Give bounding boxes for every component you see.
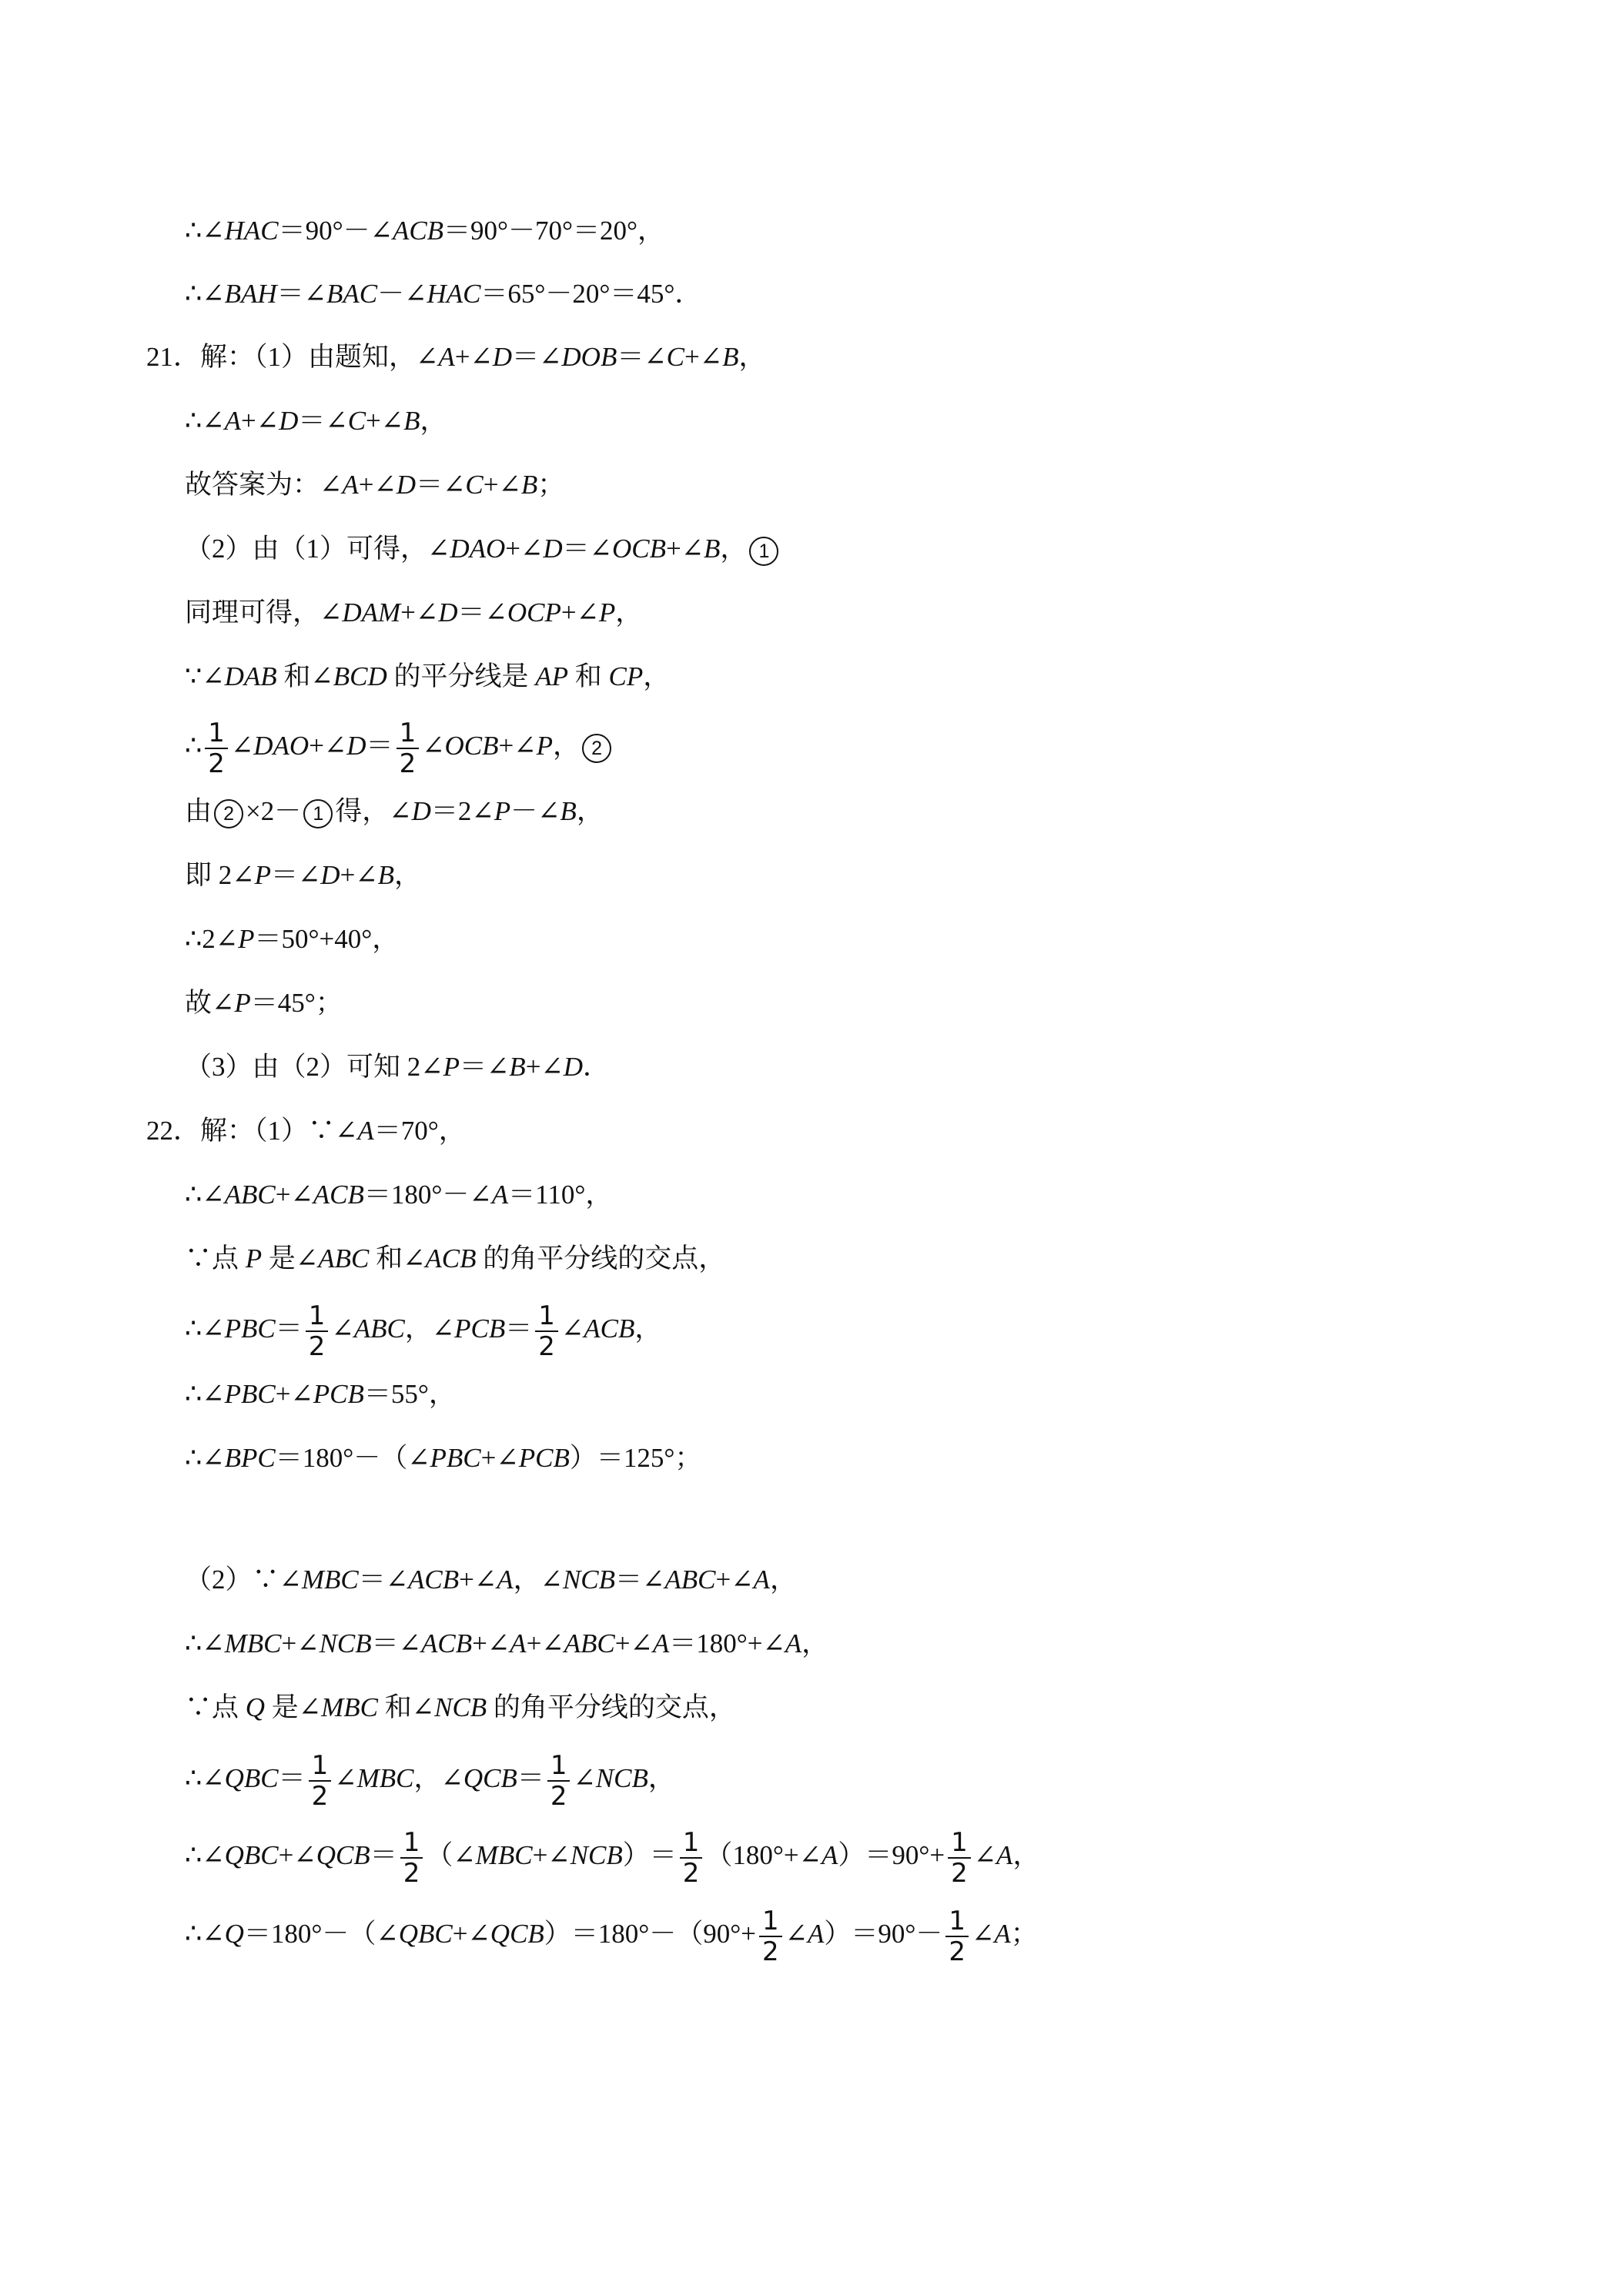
text-run: ∠ (561, 1314, 584, 1344)
text-run: ， (648, 1763, 675, 1794)
fraction-denominator: 2 (951, 1858, 968, 1889)
solution-line-fraction (185, 1750, 675, 1812)
text-run: +∠ (715, 1565, 754, 1595)
math-variable: P (238, 924, 255, 954)
math-variable: ACB (420, 1628, 473, 1658)
text-run: +∠ (241, 406, 279, 436)
text-run: ∴∠ (185, 216, 225, 246)
math-variable: DAO (253, 731, 310, 761)
text-run: ， (553, 731, 581, 761)
fraction (535, 1300, 558, 1362)
text-run: +∠ (665, 534, 704, 564)
text-run: ＝ (370, 1840, 397, 1871)
solution-line-22-2 (185, 1557, 797, 1603)
math-variable: DAM (342, 597, 401, 628)
text-run: +∠ (526, 1628, 564, 1658)
math-variable: QBC (398, 1919, 453, 1950)
math-variable: P (234, 988, 251, 1018)
text-run: +∠ (275, 1180, 313, 1210)
math-variable: A (808, 1919, 825, 1950)
text-run: ＝ (366, 731, 393, 761)
text-run: ， (643, 661, 671, 691)
text-run: ＝90°－70°＝20°， (443, 216, 665, 246)
text-run: ）＝ (622, 1840, 677, 1871)
text-run: ＝∠ (270, 860, 321, 890)
solution-line-21-2 (185, 526, 781, 572)
text-run: ∴∠ (185, 1919, 225, 1950)
math-variable: D (346, 731, 366, 761)
text-run: ＝180°－（∠ (275, 1443, 430, 1473)
solution-line-21-3 (185, 1044, 610, 1090)
fraction-numerator: 1 (535, 1303, 558, 1332)
solution-line (185, 1236, 725, 1282)
fraction-denominator: 2 (949, 1936, 966, 1967)
solution-line (185, 1685, 736, 1731)
math-variable: P (443, 1052, 460, 1082)
text-run: ＝∠ (298, 406, 348, 436)
text-run: 故答案为：∠ (185, 470, 343, 500)
math-variable: B (560, 796, 577, 826)
fraction-numerator: 1 (547, 1752, 571, 1782)
text-run: ∠ (230, 731, 254, 761)
text-run: ∠ (331, 1314, 354, 1344)
math-variable: C (465, 470, 484, 500)
math-variable: QCB (316, 1840, 370, 1871)
math-variable: QCB (490, 1919, 544, 1950)
math-variable: PCB (518, 1443, 570, 1473)
text-run: －∠ (377, 279, 427, 309)
text-run: +∠ (400, 597, 439, 628)
text-run: （180°+∠ (705, 1840, 822, 1871)
text-run: ＝ (275, 1314, 303, 1344)
math-variable: B (403, 406, 420, 436)
text-run: +∠ (614, 1628, 653, 1658)
text-run: ， (769, 1565, 797, 1595)
math-variable: D (563, 1052, 584, 1082)
math-variable: ABC (318, 1243, 370, 1274)
text-run: ， (720, 534, 748, 564)
text-run: +∠ (472, 1628, 510, 1658)
text-run: ∴∠ (185, 1379, 225, 1409)
math-variable: D (438, 597, 458, 628)
math-variable: OCP (507, 597, 561, 628)
fraction (948, 1827, 971, 1889)
circled-number: 2 (214, 799, 243, 828)
math-variable: DAO (450, 534, 506, 564)
text-run: ， (738, 342, 766, 372)
text-run: +∠ (366, 406, 404, 436)
text-run: ． (583, 1052, 611, 1082)
text-run: ∴∠ (185, 1443, 225, 1473)
math-variable: MBC (475, 1840, 533, 1871)
math-variable: A (497, 1565, 514, 1595)
math-variable: P (598, 597, 616, 628)
text-run: 是∠ (265, 1692, 322, 1722)
answer-line-22-1 (185, 1435, 701, 1481)
math-variable: NCB (434, 1692, 487, 1722)
text-run: ＝50°+40°， (254, 924, 400, 954)
text-run: ＝180°－（∠ (243, 1919, 399, 1950)
text-run: ， (801, 1628, 829, 1658)
math-variable: A (224, 406, 241, 436)
text-run: ∴ (185, 731, 202, 761)
fraction-numerator: 1 (306, 1303, 329, 1332)
text-run: 是∠ (262, 1243, 319, 1274)
text-run: ∠ (972, 1919, 995, 1950)
math-variable: P (494, 796, 511, 826)
math-variable: ABC (353, 1314, 405, 1344)
text-run: ＝90°－∠ (278, 216, 393, 246)
text-run: ∵∠ (185, 661, 225, 691)
text-run: ＝∠ (512, 342, 562, 372)
math-variable: PCB (454, 1314, 506, 1344)
text-run: ∵点 (185, 1243, 246, 1274)
math-variable: NCB (319, 1628, 372, 1658)
math-variable: P (536, 731, 553, 761)
text-run: 的角平分线的交点， (476, 1243, 726, 1274)
circled-number: 1 (749, 537, 778, 566)
text-run: ∠ (573, 1763, 596, 1794)
math-variable: P (245, 1243, 263, 1274)
math-variable: BAC (326, 279, 378, 309)
fraction-numerator: 1 (680, 1829, 703, 1859)
math-variable: CP (608, 661, 644, 691)
fraction-denominator: 2 (550, 1781, 567, 1812)
math-variable: NCB (562, 1565, 616, 1595)
solution-line-fraction (185, 1827, 1040, 1889)
text-run: ）＝90°+ (838, 1840, 945, 1871)
fraction-denominator: 2 (311, 1781, 329, 1812)
math-variable: A (996, 1840, 1013, 1871)
text-run: ）＝180°－（90°+ (544, 1919, 757, 1950)
math-variable: QCB (463, 1763, 517, 1794)
text-run: ， (420, 406, 447, 436)
fraction-numerator: 1 (309, 1752, 332, 1782)
text-run: +∠ (480, 1443, 519, 1473)
text-run: 和∠ (276, 661, 333, 691)
math-variable: A (994, 1919, 1011, 1950)
fraction-denominator: 2 (399, 748, 417, 779)
math-variable: ABC (224, 1180, 276, 1210)
answer-line-21-1 (185, 462, 564, 508)
math-variable: ACB (408, 1565, 460, 1595)
text-run: ， (634, 1314, 662, 1344)
text-run: ＝55°， (363, 1379, 456, 1409)
math-variable: B (377, 860, 395, 890)
math-variable: QBC (224, 1763, 279, 1794)
math-variable: Q (224, 1919, 244, 1950)
text-run: （3）由（2）可知 2∠ (185, 1052, 443, 1082)
text-run: +∠ (483, 470, 521, 500)
text-run: ＝ (517, 1763, 544, 1794)
solution-line (185, 916, 399, 962)
text-run: 21．解：（1）由题知，∠ (146, 342, 439, 372)
text-run: ＝∠ (276, 279, 326, 309)
text-run: ＝∠ (562, 534, 612, 564)
solution-line-fraction (185, 1300, 662, 1362)
math-variable: B (509, 1052, 526, 1082)
fraction (759, 1908, 782, 1965)
text-run: ∴∠ (185, 1628, 225, 1658)
text-run: +∠ (498, 731, 537, 761)
text-run: 即 2∠ (185, 860, 255, 890)
math-variable: DOB (561, 342, 617, 372)
text-run: +∠ (532, 1840, 571, 1871)
text-run: ＝∠ (358, 1565, 409, 1595)
text-run: ∠ (334, 1763, 357, 1794)
math-variable: B (520, 470, 538, 500)
question-21-heading (146, 334, 766, 380)
text-run: ； (1010, 1919, 1038, 1950)
math-variable: MBC (224, 1628, 282, 1658)
text-run: ∠ (973, 1840, 997, 1871)
fraction (309, 1750, 332, 1812)
math-variable: ACB (425, 1243, 477, 1274)
solution-line-angle-bah (185, 271, 701, 317)
math-variable: ACB (392, 216, 444, 246)
math-variable: BCD (333, 661, 387, 691)
math-variable: NCB (595, 1763, 648, 1794)
fraction-denominator: 2 (403, 1858, 420, 1889)
math-variable: B (704, 534, 721, 564)
text-run: 得，∠ (335, 796, 412, 826)
math-variable: D (279, 406, 299, 436)
fraction (397, 720, 420, 777)
fraction (547, 1750, 571, 1812)
math-variable: D (492, 342, 513, 372)
text-run: ＝45°； (250, 988, 343, 1018)
text-run: ＝ (505, 1314, 533, 1344)
fraction (400, 1827, 423, 1889)
math-variable: Q (245, 1692, 266, 1722)
math-variable: A (357, 1116, 374, 1146)
fraction (306, 1300, 329, 1362)
text-run: 和∠ (378, 1692, 435, 1722)
text-run: +∠ (309, 731, 347, 761)
text-run: ＝110°， (508, 1180, 613, 1210)
math-variable: MBC (321, 1692, 379, 1722)
text-run: 同理可得，∠ (185, 597, 343, 628)
text-run: ＝70°， (373, 1116, 466, 1146)
text-run: ， (576, 796, 604, 826)
math-variable: PBC (224, 1379, 276, 1409)
text-run: ＝2∠ (430, 796, 494, 826)
text-run: ∴∠ (185, 1180, 225, 1210)
math-variable: PBC (224, 1314, 276, 1344)
math-variable: ACB (584, 1314, 635, 1344)
text-run: 和 (568, 661, 609, 691)
text-run: ，∠ (404, 1314, 455, 1344)
math-variable: BAH (224, 279, 277, 309)
solution-line (185, 1371, 456, 1417)
math-variable: BPC (224, 1443, 276, 1473)
fraction (680, 1827, 703, 1889)
text-run: ＝180°－∠ (363, 1180, 492, 1210)
math-variable: OCB (444, 731, 499, 761)
solution-line (185, 788, 604, 835)
math-variable: B (722, 342, 739, 372)
text-run: +∠ (525, 1052, 564, 1082)
circled-number: 1 (303, 799, 333, 828)
text-run: ＝∠ (615, 1565, 665, 1595)
solution-line (185, 852, 421, 899)
answer-line-21-2 (185, 980, 343, 1026)
text-run: +∠ (281, 1628, 320, 1658)
math-variable: HAC (224, 216, 279, 246)
text-run: ×2－ (246, 796, 302, 826)
question-22-heading (146, 1108, 466, 1154)
text-run: +∠ (358, 470, 397, 500)
text-run: 由 (185, 796, 212, 826)
math-variable: P (254, 860, 271, 890)
text-run: +∠ (275, 1379, 313, 1409)
fraction (945, 1908, 969, 1965)
text-run: +∠ (278, 1840, 316, 1871)
math-variable: QBC (224, 1840, 279, 1871)
math-variable: D (543, 534, 563, 564)
fraction-numerator: 1 (945, 1908, 969, 1937)
text-run: ∴∠ (185, 406, 225, 436)
math-variable: OCB (611, 534, 666, 564)
text-run: ＝180°+∠ (669, 1628, 785, 1658)
text-run: －∠ (510, 796, 561, 826)
text-run: ＝∠ (457, 597, 507, 628)
circled-number: 2 (582, 734, 611, 763)
answer-line-22-2 (185, 1906, 1038, 1967)
text-run: ＝65°－20°＝45°． (480, 279, 702, 309)
fraction-numerator: 1 (948, 1829, 971, 1859)
text-run: （∠ (426, 1840, 476, 1871)
text-run: （2）∵∠ (185, 1565, 302, 1595)
text-run: ＝∠ (617, 342, 667, 372)
fraction-denominator: 2 (682, 1858, 700, 1889)
text-run: ； (537, 470, 565, 500)
text-run: ）＝125°； (569, 1443, 702, 1473)
fraction-denominator: 2 (762, 1936, 779, 1967)
math-variable: A (510, 1628, 527, 1658)
text-run: 的角平分线的交点， (487, 1692, 736, 1722)
text-run: 的平分线是 (387, 661, 536, 691)
text-run: ＝∠ (371, 1628, 421, 1658)
solution-line (185, 654, 670, 700)
math-variable: D (320, 860, 340, 890)
fraction-numerator: 1 (205, 720, 228, 749)
math-variable: MBC (356, 1763, 414, 1794)
math-variable: A (438, 342, 455, 372)
fraction-numerator: 1 (759, 1908, 782, 1937)
text-run: ∠ (785, 1919, 808, 1950)
math-variable: A (342, 470, 359, 500)
fraction (205, 720, 228, 777)
text-run: ＝ (278, 1763, 306, 1794)
math-variable: PCB (313, 1379, 364, 1409)
solution-line (185, 1621, 828, 1667)
text-run: +∠ (452, 1919, 490, 1950)
math-variable: C (347, 406, 366, 436)
text-run: +∠ (561, 597, 599, 628)
text-run: ， (394, 860, 422, 890)
text-run: +∠ (459, 1565, 497, 1595)
text-run: 22．解：（1）∵∠ (146, 1116, 358, 1146)
text-run: ∴∠ (185, 1840, 225, 1871)
math-variable: DAB (224, 661, 277, 691)
math-variable: AP (535, 661, 569, 691)
math-variable: A (491, 1180, 509, 1210)
math-variable: MBC (301, 1565, 359, 1595)
math-variable: NCB (570, 1840, 623, 1871)
fraction-numerator: 1 (397, 720, 420, 749)
math-variable: D (411, 796, 431, 826)
text-run: +∠ (505, 534, 544, 564)
text-run: ∵点 (185, 1692, 246, 1722)
fraction-denominator: 2 (208, 748, 225, 779)
text-run: ∴∠ (185, 1314, 225, 1344)
solution-line (185, 1172, 612, 1218)
math-variable: A (652, 1628, 670, 1658)
text-run: （2）由（1）可得，∠ (185, 534, 450, 564)
fraction-denominator: 2 (308, 1331, 326, 1362)
text-run: +∠ (684, 342, 723, 372)
solution-line (185, 590, 642, 636)
math-variable: A (821, 1840, 838, 1871)
text-run: ＝∠ (416, 470, 466, 500)
math-variable: D (396, 470, 417, 500)
solution-line (185, 398, 447, 444)
math-variable: ABC (664, 1565, 716, 1595)
fraction-numerator: 1 (400, 1829, 423, 1859)
math-variable: ABC (564, 1628, 615, 1658)
fraction-denominator: 2 (538, 1331, 555, 1362)
text-run: ∴∠ (185, 1763, 225, 1794)
text-run: ）＝90°－ (824, 1919, 943, 1950)
text-run: ＝∠ (459, 1052, 510, 1082)
text-run: 和∠ (369, 1243, 426, 1274)
text-run: ， (615, 597, 643, 628)
solution-line-angle-hac (185, 208, 664, 254)
solution-line-fraction (185, 718, 614, 779)
text-run: ，∠ (513, 1565, 563, 1595)
math-variable: A (785, 1628, 802, 1658)
text-run: +∠ (340, 860, 378, 890)
text-run: ， (1012, 1840, 1040, 1871)
math-variable: C (666, 342, 685, 372)
text-run: ∴2∠ (185, 924, 239, 954)
math-variable: ACB (313, 1180, 364, 1210)
math-variable: PBC (430, 1443, 481, 1473)
text-run: 故∠ (185, 988, 235, 1018)
math-variable: A (753, 1565, 770, 1595)
math-variable: HAC (427, 279, 481, 309)
text-run: ，∠ (413, 1763, 463, 1794)
text-run: ∴∠ (185, 279, 225, 309)
text-run: ∠ (422, 731, 445, 761)
text-run: +∠ (454, 342, 493, 372)
